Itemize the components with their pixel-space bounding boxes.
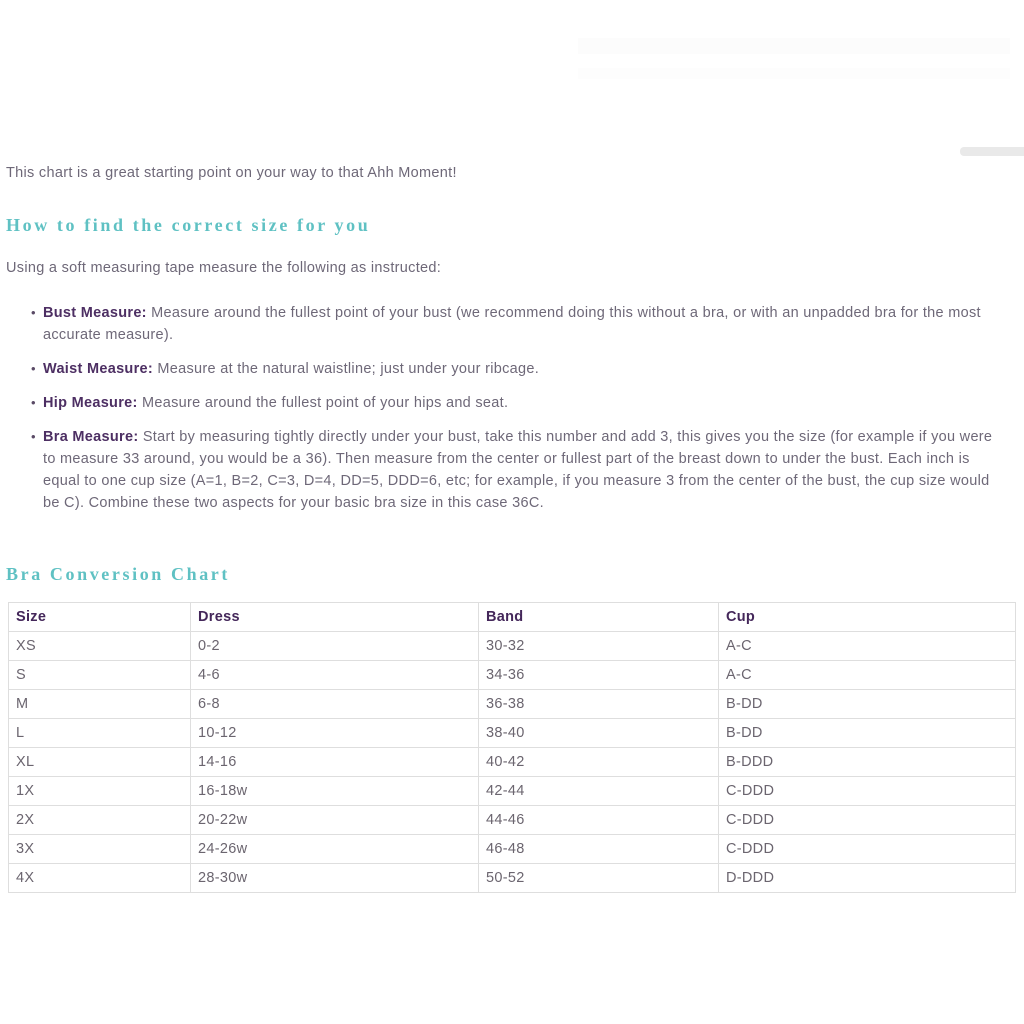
table-cell: 40-42 bbox=[479, 748, 719, 777]
table-cell: 42-44 bbox=[479, 777, 719, 806]
table-cell: A-C bbox=[719, 632, 1016, 661]
list-item-bra-measure bbox=[6, 426, 996, 514]
bullet-label: Bra Measure: bbox=[43, 429, 139, 445]
page-content bbox=[6, 0, 1016, 893]
table-row bbox=[9, 806, 1016, 835]
table-cell: XS bbox=[9, 632, 191, 661]
table-cell: 50-52 bbox=[479, 864, 719, 893]
table-row bbox=[9, 748, 1016, 777]
column-header: Band bbox=[479, 603, 719, 632]
size-table-head-row bbox=[9, 603, 1016, 632]
table-cell: 10-12 bbox=[191, 719, 479, 748]
table-cell: 34-36 bbox=[479, 661, 719, 690]
list-item-hip-measure bbox=[6, 392, 996, 414]
column-header: Cup bbox=[719, 603, 1016, 632]
list-item-bust-measure bbox=[6, 302, 996, 346]
table-cell: C-DDD bbox=[719, 806, 1016, 835]
table-cell: 20-22w bbox=[191, 806, 479, 835]
table-row bbox=[9, 719, 1016, 748]
table-cell: D-DDD bbox=[719, 864, 1016, 893]
bullet-label: Waist Measure: bbox=[43, 361, 154, 377]
column-header: Size bbox=[9, 603, 191, 632]
table-cell: 46-48 bbox=[479, 835, 719, 864]
conversion-chart-heading: Bra Conversion Chart bbox=[6, 564, 230, 584]
table-cell: 2X bbox=[9, 806, 191, 835]
table-cell: 4-6 bbox=[191, 661, 479, 690]
table-cell: 36-38 bbox=[479, 690, 719, 719]
table-cell: 6-8 bbox=[191, 690, 479, 719]
lead-text: Using a soft measuring tape measure the following as instructed: bbox=[6, 260, 442, 276]
table-row bbox=[9, 690, 1016, 719]
table-cell: A-C bbox=[719, 661, 1016, 690]
table-cell: 14-16 bbox=[191, 748, 479, 777]
how-to-heading: How to find the correct size for you bbox=[6, 215, 371, 235]
table-cell: S bbox=[9, 661, 191, 690]
bullet-label: Hip Measure: bbox=[43, 395, 138, 411]
size-table-body bbox=[9, 632, 1016, 893]
measure-instructions-list bbox=[6, 302, 996, 514]
table-cell: 4X bbox=[9, 864, 191, 893]
bullet-label: Bust Measure: bbox=[43, 305, 147, 321]
table-cell: 1X bbox=[9, 777, 191, 806]
bullet-text: Measure at the natural waistline; just under your ribcage. bbox=[153, 361, 540, 377]
table-cell: L bbox=[9, 719, 191, 748]
table-cell: 0-2 bbox=[191, 632, 479, 661]
table-cell: 28-30w bbox=[191, 864, 479, 893]
table-cell: B-DD bbox=[719, 719, 1016, 748]
column-header: Dress bbox=[191, 603, 479, 632]
table-cell: 44-46 bbox=[479, 806, 719, 835]
table-cell: XL bbox=[9, 748, 191, 777]
bullet-text: Start by measuring tightly directly under your bust, take this number and add 3, this gives you the size (for example if you were to measure 33 around, you would be a 36). Then measure from the center or fullest part of the breast down to under the bust. Each inch is equal to one cup size (A=1, B=2, C=3, D=4, DD=5, DDD=6, etc; for example, if you measure 3 from the center of the bust, the cup size would be C). Combine these two aspects for your basic bra size in this case 36C. bbox=[43, 429, 993, 511]
bra-conversion-table bbox=[8, 602, 1016, 893]
table-cell: 38-40 bbox=[479, 719, 719, 748]
intro-text: This chart is a great starting point on your way to that Ahh Moment! bbox=[6, 165, 457, 181]
table-row bbox=[9, 632, 1016, 661]
table-cell: 3X bbox=[9, 835, 191, 864]
table-cell: 30-32 bbox=[479, 632, 719, 661]
bullet-text: Measure around the fullest point of your hips and seat. bbox=[137, 395, 509, 411]
table-cell: M bbox=[9, 690, 191, 719]
table-cell: 24-26w bbox=[191, 835, 479, 864]
table-cell: 16-18w bbox=[191, 777, 479, 806]
table-cell: C-DDD bbox=[719, 835, 1016, 864]
table-row bbox=[9, 661, 1016, 690]
table-cell: B-DD bbox=[719, 690, 1016, 719]
bullet-text: Measure around the fullest point of your bust (we recommend doing this without a bra, or with an unpadded bra for the most accurate measure). bbox=[43, 305, 981, 343]
table-row bbox=[9, 777, 1016, 806]
table-cell: B-DDD bbox=[719, 748, 1016, 777]
list-item-waist-measure bbox=[6, 358, 996, 380]
table-row bbox=[9, 835, 1016, 864]
table-row bbox=[9, 864, 1016, 893]
table-cell: C-DDD bbox=[719, 777, 1016, 806]
